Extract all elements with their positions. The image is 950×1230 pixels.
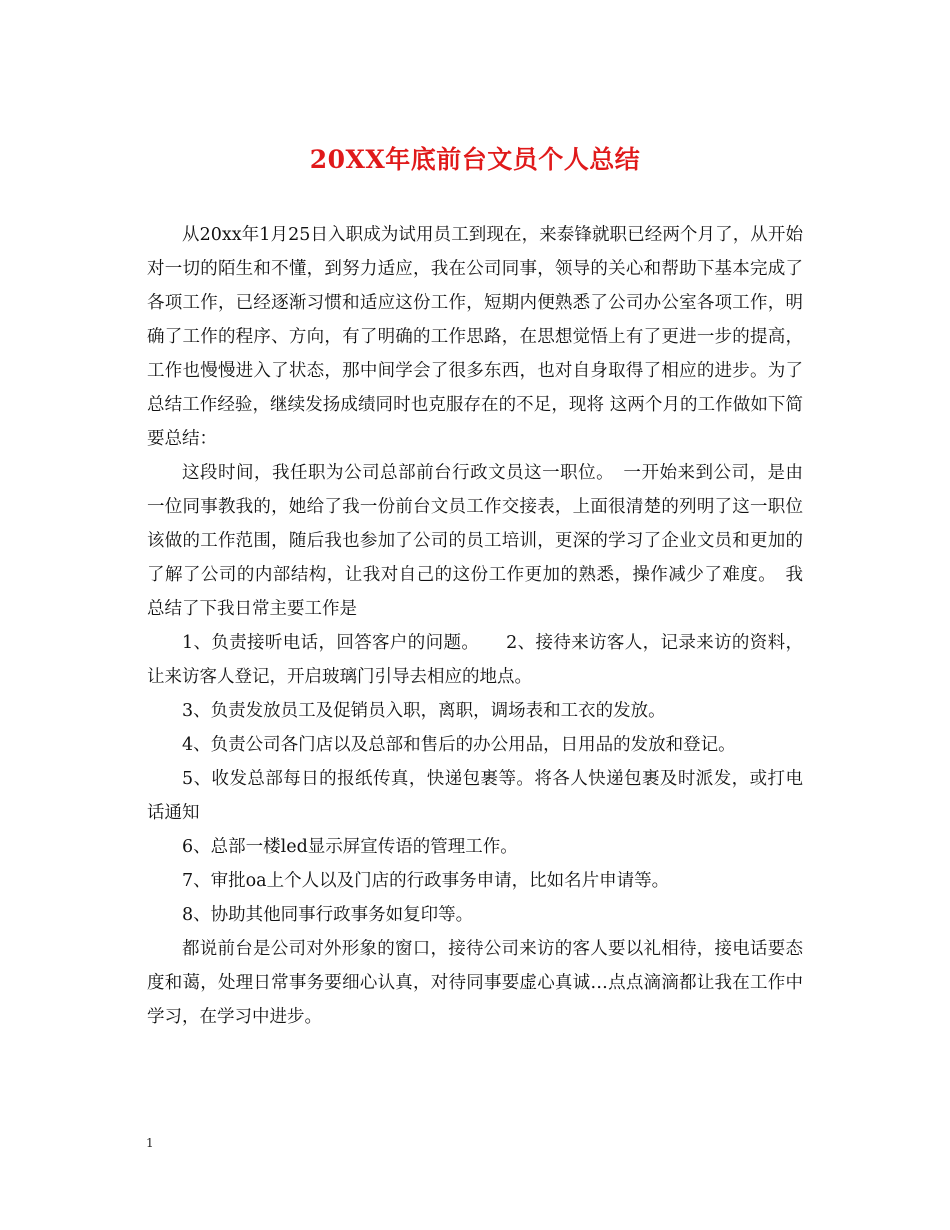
paragraph-intro: 从20xx年1月25日入职成为试用员工到现在，来泰锋就职已经两个月了，从开始对一切的陌生和不懂，到努力适应，我在公司同事，领导的关心和帮助下基本完成了各项工作，已经逐渐习惯和适应这份工作，短期内便熟悉了公司办公室各项工作，明确了工作的程序、方向，有了明确的工作思路，在思想觉悟上有了更进一步的提高，工作也慢慢进入了状态，那中间学会了很多东西，也对自身取得了相应的进步。为了总结工作经验，继续发扬成绩同时也克服存在的不足，现将 这两个月的工作做如下简要总结： [147,225,803,449]
paragraph-role: 这段时间，我任职为公司总部前台行政文员这一职位。 一开始来到公司，是由一位同事教我的，她给了我一份前台文员工作交接表，上面很清楚的列明了这一职位该做的工作范围，随后我也参加了公司的员工培训，更深的学习了企业文员和更加的了解了公司的内部结构，让我对自己的这份工作更加的熟悉，操作减少了难度。 我总结了下我日常主要工作是 [147,463,803,619]
document-body [147,218,803,1034]
paragraph-duty-4: 4、负责公司各门店以及总部和售后的办公用品，日用品的发放和登记。 [182,735,736,755]
paragraph-duty-1-2: 1、负责接听电话，回答客户的问题。 2、接待来访客人，记录来访的资料，让来访客人登记，开启玻璃门引导去相应的地点。 [147,633,803,687]
paragraph-duty-8: 8、协助其他同事行政事务如复印等。 [182,905,474,925]
paragraph-duty-6: 6、总部一楼led显示屏宣传语的管理工作。 [182,837,518,857]
paragraph-duty-3: 3、负责发放员工及促销员入职，离职，调场表和工衣的发放。 [182,701,666,721]
document-title: 20XX年底前台文员个人总结 [309,145,641,174]
page-number: 1 [146,1136,154,1150]
paragraph-duty-5: 5、收发总部每日的报纸传真，快递包裹等。将各人快递包裹及时派发，或打电话通知 [147,769,803,823]
paragraph-duty-7: 7、审批oa上个人以及门店的行政事务申请，比如名片申请等。 [182,871,670,891]
paragraph-conclusion: 都说前台是公司对外形象的窗口，接待公司来访的客人要以礼相待，接电话要态度和蔼，处理日常事务要细心认真，对待同事要虚心真诚…点点滴滴都让我在工作中学习，在学习中进步。 [147,939,803,1027]
